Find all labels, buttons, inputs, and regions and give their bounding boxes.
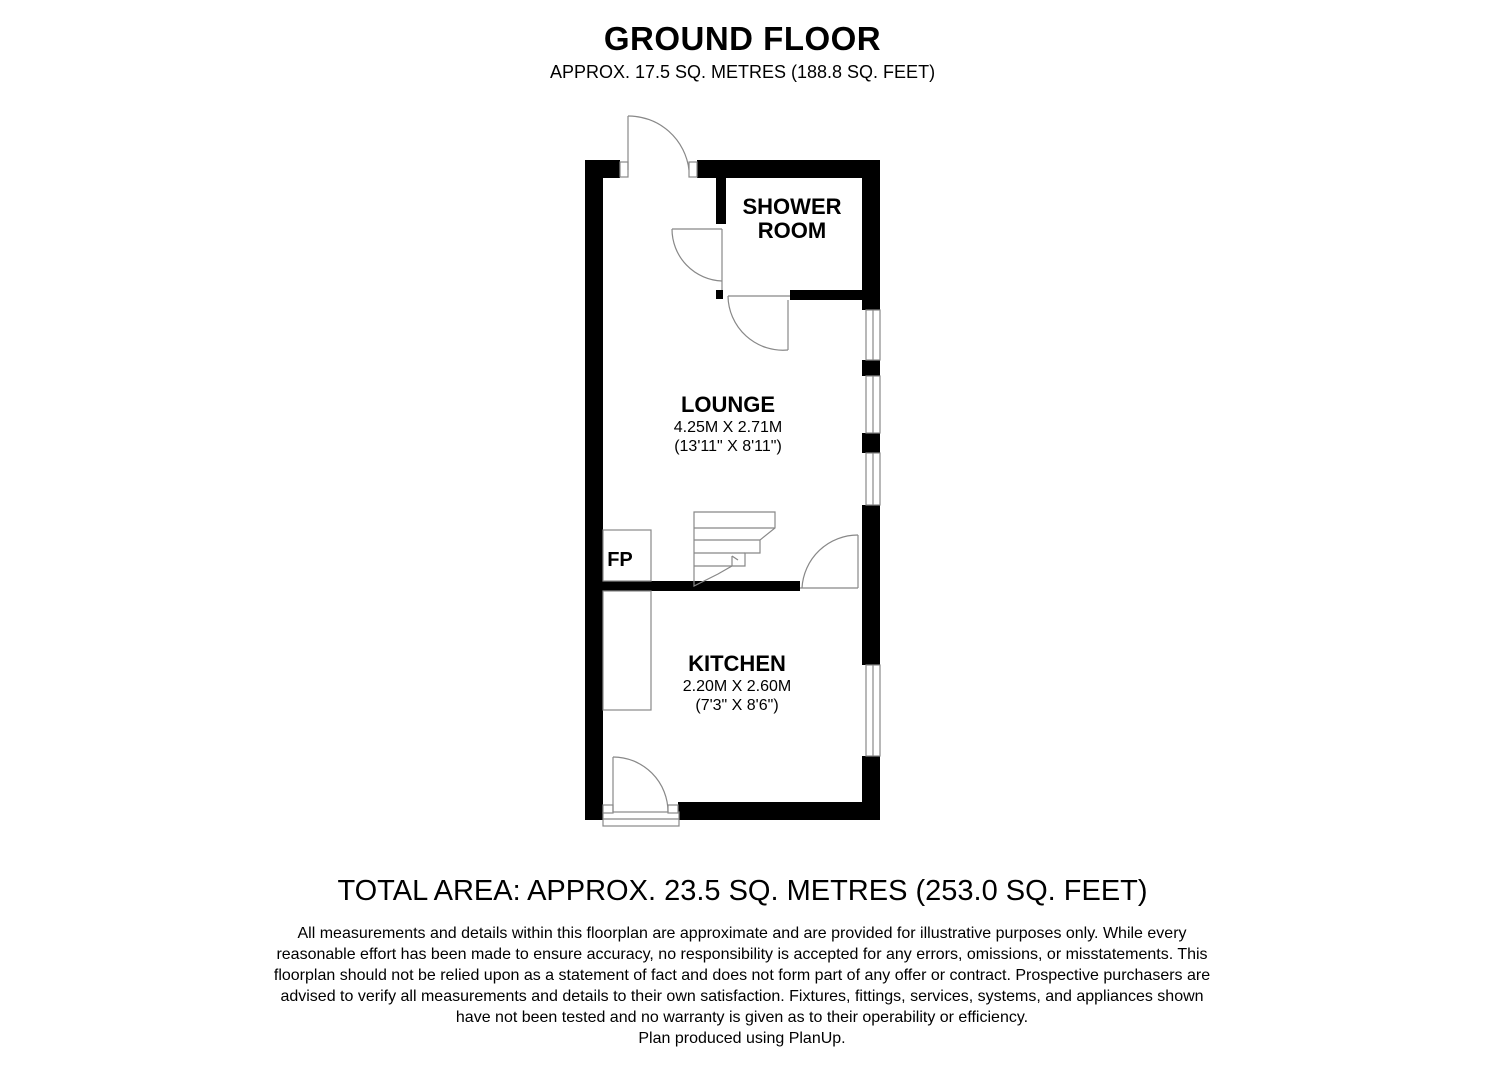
total-area: TOTAL AREA: APPROX. 23.5 SQ. METRES (253.0 SQ. FEET): [337, 875, 1148, 907]
lounge-label: LOUNGE: [680, 392, 776, 417]
shower-room-door: [672, 229, 790, 350]
lounge-size-metric: 4.25M X 2.71M: [673, 419, 783, 436]
wall-right-pier-2: [862, 433, 880, 453]
kitchen-size-metric: 2.20M X 2.60M: [682, 678, 792, 695]
disclaimer: [262, 923, 1222, 1049]
wall-top-left: [585, 160, 620, 178]
shower-room-wall-bottom: [790, 290, 862, 300]
kitchen-size-imperial: (7'3" X 8'6"): [695, 697, 779, 714]
fireplace-label: FP: [607, 549, 633, 571]
kitchen-counter: [603, 591, 651, 710]
floor-area: APPROX. 17.5 SQ. METRES (188.8 SQ. FEET): [549, 62, 936, 82]
shower-room-wall-left: [716, 178, 726, 224]
kitchen-door: [800, 535, 858, 588]
lounge-size-imperial: (13'11" X 8'11"): [674, 438, 782, 455]
shower-room-label-line2: ROOM: [757, 218, 827, 243]
wall-left: [585, 160, 603, 820]
staircase-icon: [694, 512, 775, 586]
floor-title: GROUND FLOOR: [603, 20, 882, 57]
wall-right-pier-1: [862, 360, 880, 376]
back-door: [603, 757, 679, 826]
kitchen-label: KITCHEN: [688, 651, 786, 676]
wall-right-upper: [862, 160, 880, 310]
credit-text: Plan produced using PlanUp.: [638, 1030, 846, 1047]
disclaimer-text: All measurements and details within this floorplan are approximate and are provided for illustrative purposes only. While every reasonable effort has been made to ensure accuracy, no responsibility is accepted for any errors, omissions, or misstatements. This floorplan should not be relied upon as a statement of fact and does not form part of any offer or contract. Prospective purchasers are advised to verify all measurements and details to their own satisfaction. Fixtures, fittings, services, systems, and appliances shown have not been tested and no warranty is given as to their operability or efficiency.: [273, 925, 1211, 1026]
wall-right-middle: [862, 505, 880, 665]
exterior-walls: [585, 160, 880, 820]
wall-top-right: [697, 160, 879, 178]
front-door: [620, 116, 697, 177]
shower-room-label-line1: SHOWER: [742, 194, 842, 219]
shower-room-wall-stub: [716, 290, 723, 299]
wall-bottom: [678, 802, 880, 820]
